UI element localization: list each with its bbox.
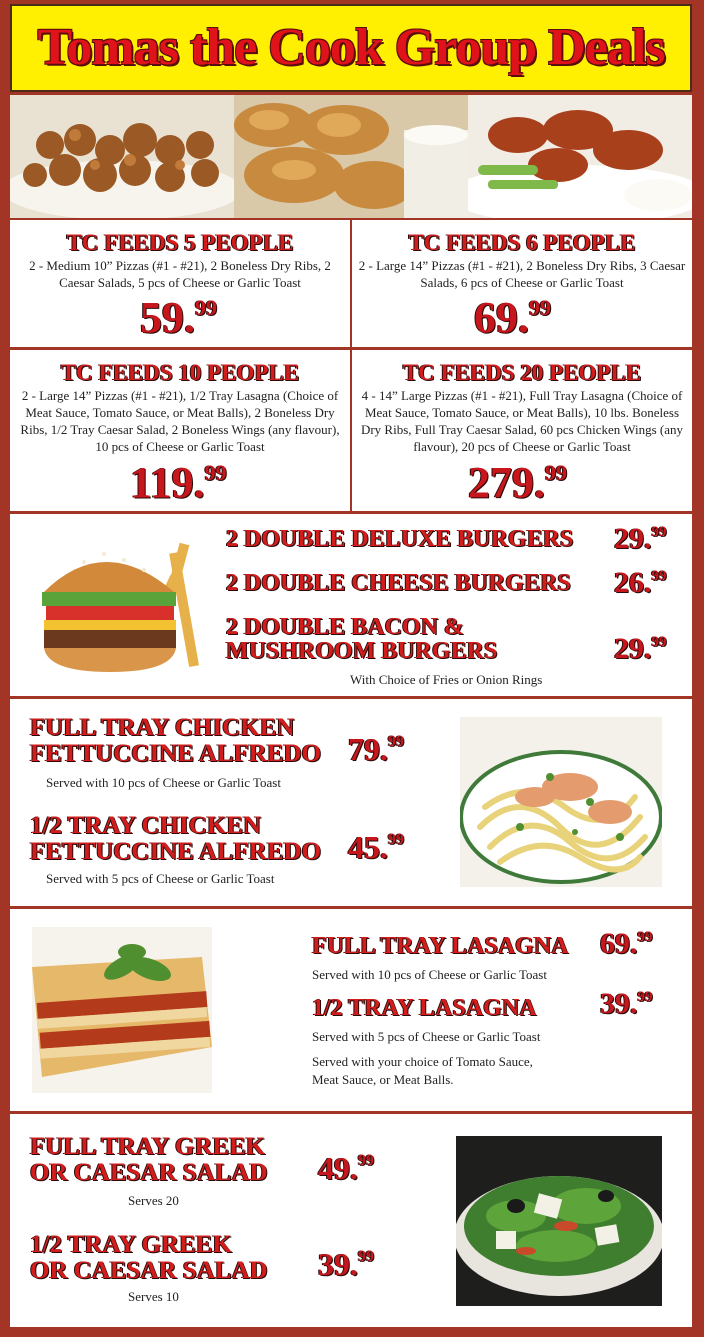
feeds-10-title: TC FEEDS 10 PEOPLE [60,360,300,385]
burger-photo [34,532,210,680]
burger-deluxe-name: 2 DOUBLE DELUXE BURGERS [226,526,574,552]
fettuccine-full-line2: FETTUCCINE ALFREDO [30,740,322,767]
fettuccine-half-line2: FETTUCCINE ALFREDO [30,838,322,865]
fettuccine-full-line1: FULL TRAY CHICKEN [30,714,295,741]
salad-photo [456,1136,662,1306]
feeds-20-title: TC FEEDS 20 PEOPLE [402,360,642,385]
fettuccine-half-price: 45.99 [348,829,404,865]
burger-bacon-name-line1: 2 DOUBLE BACON & [226,614,465,640]
feeds-5-price: 59.99 [140,293,217,342]
photo-strip [10,95,692,218]
salad-panel [10,1114,692,1327]
lasagna-half-note: Served with 5 pcs of Cheese or Garlic Toast [312,1029,541,1044]
dry-ribs-photo [10,95,234,218]
feeds-5-description: 2 - Medium 10” Pizzas (#1 - #21), 2 Boneless Dry Ribs, 2 Caesar Salads, 5 pcs of Cheese or Garlic Toast [29,258,331,290]
fettuccine-photo [460,717,662,887]
fettuccine-half-line1: 1/2 TRAY CHICKEN [30,812,262,839]
feeds-6-title: TC FEEDS 6 PEOPLE [408,230,636,255]
feeds-6-description: 2 - Large 14” Pizzas (#1 - #21), 2 Boneless Dry Ribs, 3 Caesar Salads, 6 pcs of Cheese or Garlic Toast [358,258,686,290]
fettuccine-full-price: 79.99 [348,731,404,767]
lasagna-full-name: FULL TRAY LASAGNA [312,933,569,959]
feeds-10-price: 119.99 [130,458,227,507]
feeds-5-panel [10,220,350,347]
burgers-panel [10,514,692,696]
feeds-20-description: 4 - 14” Large Pizzas (#1 - #21), Full Tray Lasagna (Choice of Meat Sauce, Tomato Sauce, or Meat Balls), 10 lbs. Boneless Dry Ribs, Full Tray Caesar Salad, 60 pcs Chicken Wings (any flavour), 20 pcs of Cheese or Garlic Toast [360,388,684,454]
page-title: Tomas the Cook Group Deals [37,19,665,76]
lasagna-sauce-note-line1: Served with your choice of Tomato Sauce, [312,1054,533,1069]
fettuccine-full-note: Served with 10 pcs of Cheese or Garlic Toast [46,775,281,790]
burger-deluxe-price: 29.99 [614,522,667,555]
salad-full-line1: FULL TRAY GREEK [30,1133,266,1160]
burger-bacon-price: 29.99 [614,632,667,665]
feeds-20-price: 279.99 [468,458,567,507]
lasagna-full-price: 69.99 [600,927,653,960]
boneless-wings-photo [234,95,468,218]
feeds-6-panel [352,220,692,347]
fettuccine-half-note: Served with 5 pcs of Cheese or Garlic Toast [46,871,275,886]
feeds-10-description: 2 - Large 14” Pizzas (#1 - #21), 1/2 Tray Lasagna (Choice of Meat Sauce, Tomato Sauce, or Meat Balls), 2 Boneless Dry Ribs, 1/2 Tray Caesar Salad, 2 Boneless Wings (any flavour), 10 pcs of Cheese or Garlic Toast [20,388,340,454]
lasagna-half-price: 39.99 [600,987,653,1020]
feeds-6-price: 69.99 [474,293,551,342]
burger-sides-note: With Choice of Fries or Onion Rings [350,672,543,687]
lasagna-full-note: Served with 10 pcs of Cheese or Garlic Toast [312,967,547,982]
chicken-wings-photo [468,95,692,218]
burger-cheese-price: 26.99 [614,566,667,599]
burger-bacon-name-line2: MUSHROOM BURGERS [226,638,498,664]
feeds-5-title: TC FEEDS 5 PEOPLE [66,230,294,255]
lasagna-sauce-note-line2: Meat Sauce, or Meat Balls. [312,1072,454,1087]
salad-half-note: Serves 10 [128,1289,179,1304]
burger-cheese-name: 2 DOUBLE CHEESE BURGERS [226,570,571,596]
salad-full-line2: OR CAESAR SALAD [30,1159,268,1186]
lasagna-photo [32,927,212,1093]
salad-full-price: 49.99 [318,1150,374,1186]
salad-half-line1: 1/2 TRAY GREEK [30,1231,232,1258]
lasagna-panel [10,909,692,1111]
lasagna-half-name: 1/2 TRAY LASAGNA [312,995,537,1021]
salad-half-line2: OR CAESAR SALAD [30,1257,268,1284]
header-banner [10,4,692,92]
fettuccine-panel [10,699,692,906]
salad-half-price: 39.99 [318,1246,374,1282]
salad-full-note: Serves 20 [128,1193,179,1208]
feeds-20-panel [352,350,692,511]
feeds-10-panel [10,350,350,511]
